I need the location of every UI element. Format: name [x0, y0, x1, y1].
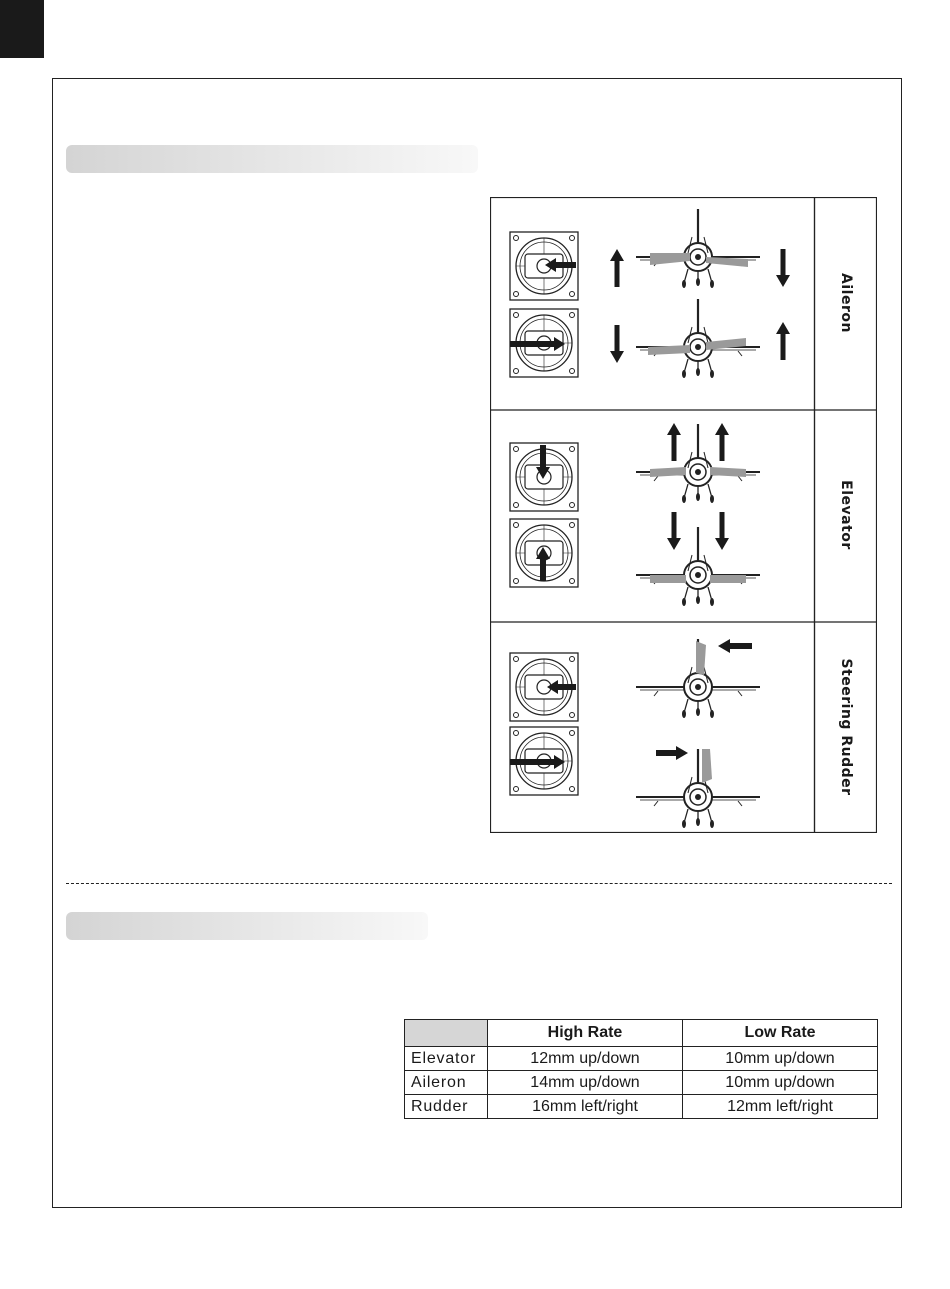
control-diagram	[490, 197, 877, 833]
aileron-jet-bottom	[610, 299, 790, 378]
aileron-stick-right	[510, 309, 578, 377]
row-high-rate: 14mm up/down	[488, 1071, 683, 1095]
rudder-jet-top	[636, 639, 760, 718]
elevator-stick-down	[510, 443, 578, 511]
page-corner-tab	[0, 0, 44, 58]
row-low-rate: 12mm left/right	[683, 1095, 878, 1119]
table-row	[405, 1047, 878, 1071]
table-header-blank	[405, 1020, 488, 1047]
elevator-jet-bottom	[636, 512, 760, 606]
table-header-high-rate: High Rate	[488, 1020, 683, 1047]
row-surface: Aileron	[405, 1071, 488, 1095]
elevator-jet-top	[636, 423, 760, 503]
table-header-row	[405, 1020, 878, 1047]
section-header-bar-control-throws	[66, 912, 428, 940]
control-direction-panel	[490, 197, 877, 833]
row-surface: Rudder	[405, 1095, 488, 1119]
aileron-jet-top	[610, 209, 790, 288]
row-label-steering-rudder: Steering Rudder	[838, 658, 854, 796]
rudder-stick-left	[510, 653, 578, 721]
row-low-rate: 10mm up/down	[683, 1071, 878, 1095]
aileron-stick-left	[510, 232, 578, 300]
rudder-jet-bottom	[636, 746, 760, 828]
row-high-rate: 12mm up/down	[488, 1047, 683, 1071]
table-row	[405, 1095, 878, 1119]
row-high-rate: 16mm left/right	[488, 1095, 683, 1119]
table-header-low-rate: Low Rate	[683, 1020, 878, 1047]
section-divider	[66, 883, 892, 884]
rudder-stick-right	[510, 727, 578, 795]
table-row	[405, 1071, 878, 1095]
section-header-bar-control-directions	[66, 145, 478, 173]
row-surface: Elevator	[405, 1047, 488, 1071]
control-throws-table	[404, 1019, 878, 1119]
row-label-aileron: Aileron	[838, 273, 854, 333]
row-label-elevator: Elevator	[838, 480, 854, 550]
row-low-rate: 10mm up/down	[683, 1047, 878, 1071]
elevator-stick-up	[510, 519, 578, 587]
